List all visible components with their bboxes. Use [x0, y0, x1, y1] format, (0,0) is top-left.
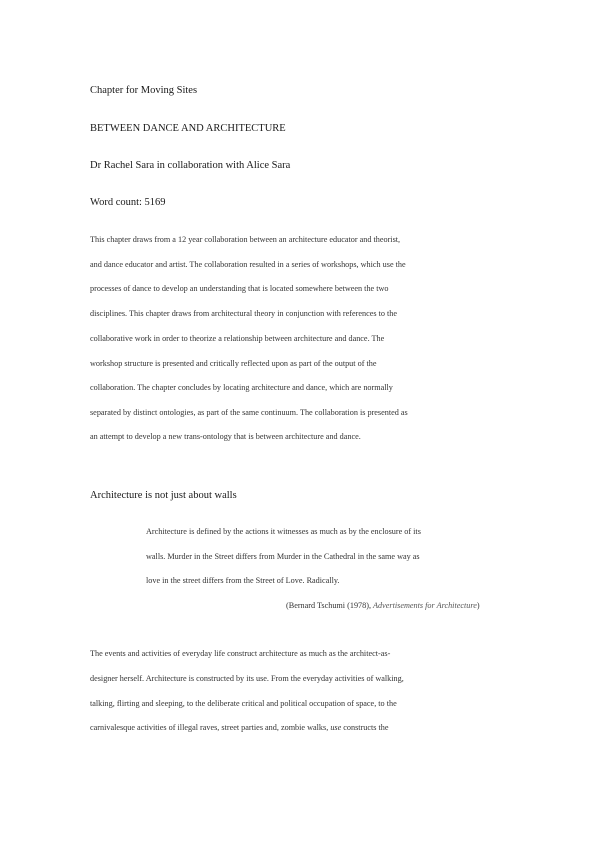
body-line: designer herself. Architecture is constructed by its use. From the everyday activities of walking, — [90, 674, 404, 683]
quote-line: love in the street differs from the Street of Love. Radically. — [146, 576, 340, 585]
body-line — [90, 723, 389, 732]
chapter-label: Chapter for Moving Sites — [90, 85, 198, 96]
abstract-line: workshop structure is presented and critically reflected upon as part of the output of the — [90, 359, 377, 368]
quote-line: Architecture is defined by the actions it witnesses as much as by the enclosure of its — [146, 527, 421, 536]
abstract-line: disciplines. This chapter draws from architectural theory in conjunction with references to the — [90, 309, 398, 318]
abstract-line: collaboration. The chapter concludes by locating architecture and dance, which are normally — [90, 383, 393, 392]
abstract-line: and dance educator and artist. The collaboration resulted in a series of workshops, which use the — [90, 260, 406, 269]
citation-author: (Bernard Tschumi (1978), — [286, 601, 374, 610]
author-line: Dr Rachel Sara in collaboration with Alice Sara — [90, 160, 291, 171]
abstract-line: collaborative work in order to theorize a relationship between architecture and dance. The — [90, 334, 385, 343]
body-line: The events and activities of everyday life construct architecture as much as the architect-as- — [90, 649, 391, 658]
word-count: Word count: 5169 — [90, 197, 166, 208]
document-title: BETWEEN DANCE AND ARCHITECTURE — [90, 123, 286, 134]
abstract-line: processes of dance to develop an understanding that is located somewhere between the two — [90, 284, 389, 293]
body-line-end: constructs the — [341, 723, 389, 732]
citation-close: ) — [476, 601, 480, 610]
body-line-start: carnivalesque activities of illegal raves, street parties and, zombie walks, — [90, 723, 331, 732]
body-line: talking, flirting and sleeping, to the deliberate critical and political occupation of space, to the — [90, 699, 397, 708]
abstract-line: an attempt to develop a new trans-ontology that is between architecture and dance. — [90, 432, 361, 441]
citation-title: Advertisements for Architecture — [373, 601, 477, 610]
section-heading: Architecture is not just about walls — [90, 490, 237, 501]
quote-citation — [286, 601, 480, 610]
abstract-line: separated by distinct ontologies, as part of the same continuum. The collaboration is presented as — [90, 408, 408, 417]
abstract-line: This chapter draws from a 12 year collaboration between an architecture educator and theorist, — [90, 235, 401, 244]
quote-line: walls. Murder in the Street differs from Murder in the Cathedral in the same way as — [146, 552, 420, 561]
emphasis-use: use — [330, 723, 342, 732]
